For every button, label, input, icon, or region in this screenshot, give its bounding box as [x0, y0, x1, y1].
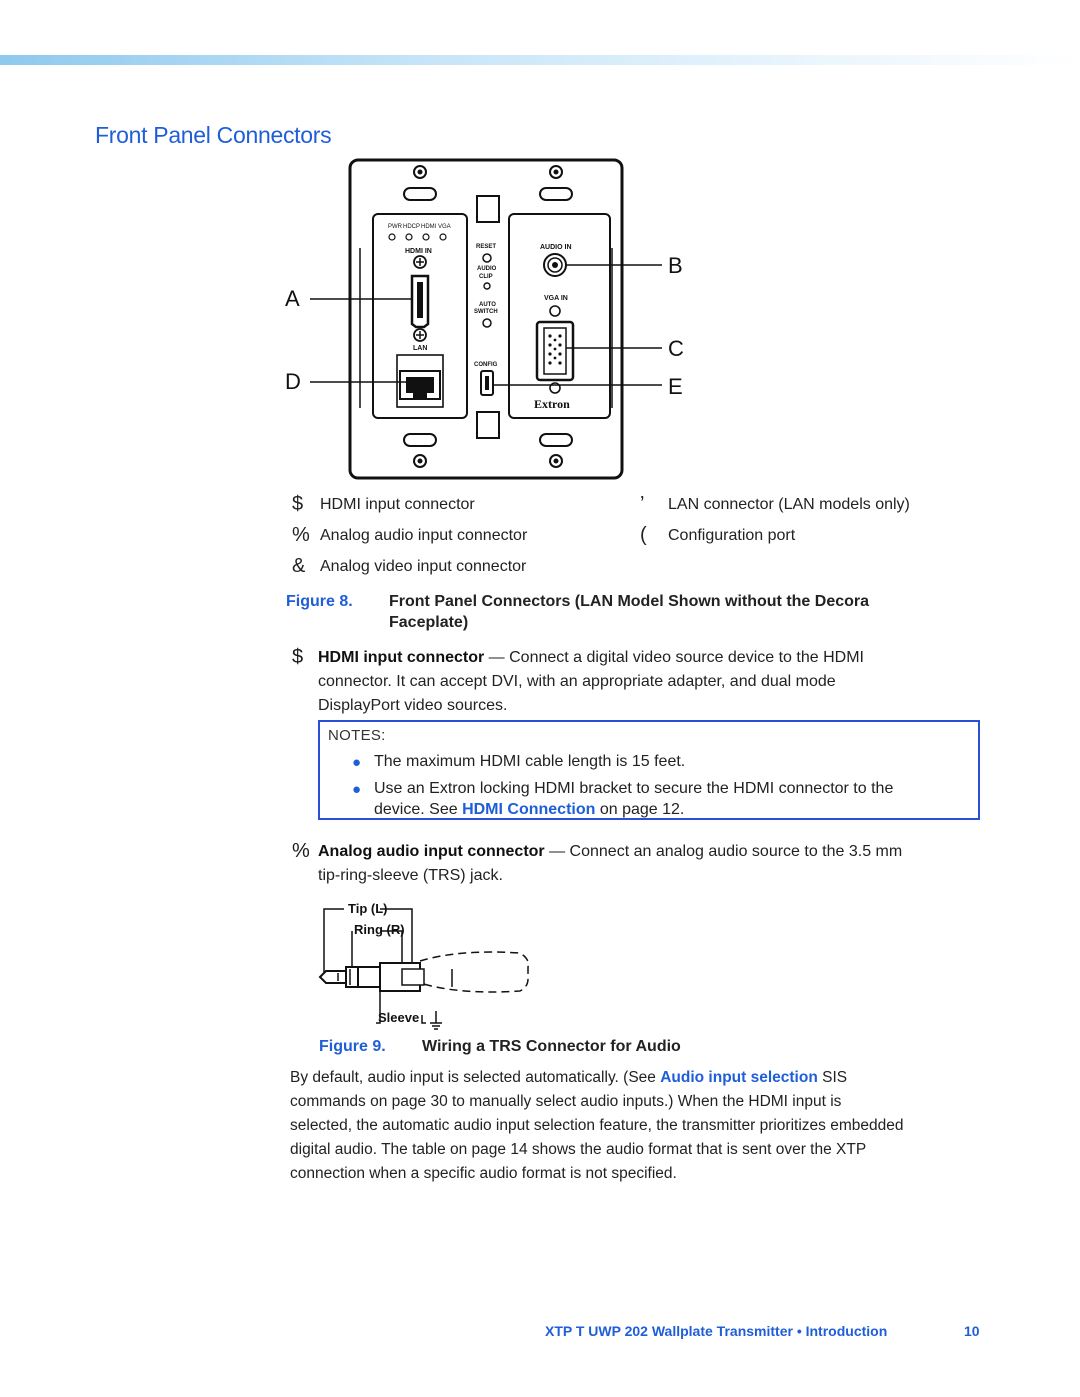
legend-item: ’ LAN connector (LAN models only)	[640, 493, 910, 515]
vga-in-label: VGA IN	[544, 295, 568, 302]
legend-item: % Analog audio input connector	[292, 524, 528, 546]
page-number: 10	[964, 1323, 980, 1339]
figure-9-caption: Wiring a TRS Connector for Audio	[422, 1038, 681, 1055]
led-label-vga: VGA	[438, 224, 451, 230]
notes-box	[318, 720, 980, 820]
wallplate-drawing	[280, 158, 700, 483]
audio-selection-paragraph: By default, audio input is selected automatically. (See Audio input selection SIS commands on page 30 to manually select audio inputs.) When the HDMI input is selected, the automatic audio input selection feature, the transmitter prioritizes embedded digital audio. The table on page 14 shows the audio format that is sent over the XTP connection when a specific audio format is not specified.	[290, 1069, 904, 1182]
extron-logo: Extron	[534, 397, 570, 411]
figure-8-caption-cont: Faceplate)	[389, 614, 469, 631]
section-title: Front Panel Connectors	[95, 122, 332, 148]
led-label-hdcp: HDCP	[403, 224, 421, 230]
audio-item-key: %	[292, 840, 310, 862]
lan-label: LAN	[413, 345, 428, 352]
notes-label: NOTES:	[328, 727, 386, 744]
front-panel-figure	[280, 158, 700, 488]
auto-switch-label-2: SWITCH	[474, 309, 498, 315]
callout-e: E	[668, 374, 683, 399]
audio-in-label: AUDIO IN	[540, 244, 572, 251]
hdmi-in-label: HDMI IN	[405, 248, 432, 255]
auto-switch-label-1: AUTO	[479, 302, 496, 308]
audio-jack-icon	[544, 254, 566, 276]
vga-port-icon	[537, 322, 573, 380]
figure-8-number: Figure 8.	[286, 593, 353, 610]
audio-input-selection-link[interactable]: Audio input selection	[660, 1069, 818, 1086]
note-2: Use an Extron locking HDMI bracket to secure the HDMI connector to the	[374, 780, 894, 797]
legend-item: $ HDMI input connector	[292, 493, 475, 515]
bullet-icon: ●	[352, 754, 362, 771]
led-label-hdmi: HDMI	[421, 224, 437, 230]
trs-sleeve-label: Sleeve	[378, 1010, 420, 1025]
callout-c: C	[668, 336, 684, 361]
audio-item-text: Analog audio input connector — Connect an analog audio source to the 3.5 mm tip-ring-sleeve (TRS) jack.	[318, 843, 903, 884]
hdmi-item-key: $	[292, 646, 304, 668]
footer-title: XTP T UWP 202 Wallplate Transmitter • Introduction	[545, 1323, 888, 1339]
trs-plug-drawing	[310, 895, 540, 1035]
led-label-pwr: PWR	[388, 224, 402, 230]
figure-8-caption: Front Panel Connectors (LAN Model Shown without the Decora	[389, 593, 870, 610]
bullet-icon: ●	[352, 781, 362, 798]
hdmi-connection-link[interactable]: HDMI Connection	[462, 801, 596, 818]
legend-item: ( Configuration port	[640, 524, 796, 546]
config-label: CONFIG	[474, 362, 498, 368]
figure-9-number: Figure 9.	[319, 1038, 386, 1055]
reset-label: RESET	[476, 244, 497, 250]
trs-connector-figure	[310, 895, 540, 1040]
trs-ring-label: Ring (R)	[354, 922, 405, 937]
callout-d: D	[285, 369, 301, 394]
note-2-cont: device. See HDMI Connection on page 12.	[374, 801, 685, 818]
legend-item: & Analog video input connector	[292, 555, 527, 577]
header-gradient-bar	[0, 55, 1080, 65]
audio-clip-label-1: AUDIO	[477, 266, 497, 272]
rj45-port-icon	[400, 371, 440, 399]
note-1: The maximum HDMI cable length is 15 feet.	[374, 753, 686, 770]
hdmi-item-text: HDMI input connector — Connect a digital video source device to the HDMI connector. It can accept DVI, with an appropriate adapter, and dual mode DisplayPort video sources.	[318, 649, 864, 714]
callout-a: A	[285, 286, 300, 311]
callout-b: B	[668, 253, 683, 278]
trs-tip-label: Tip (L)	[348, 901, 388, 916]
hdmi-port-icon	[412, 276, 428, 327]
audio-clip-label-2: CLIP	[479, 274, 493, 280]
